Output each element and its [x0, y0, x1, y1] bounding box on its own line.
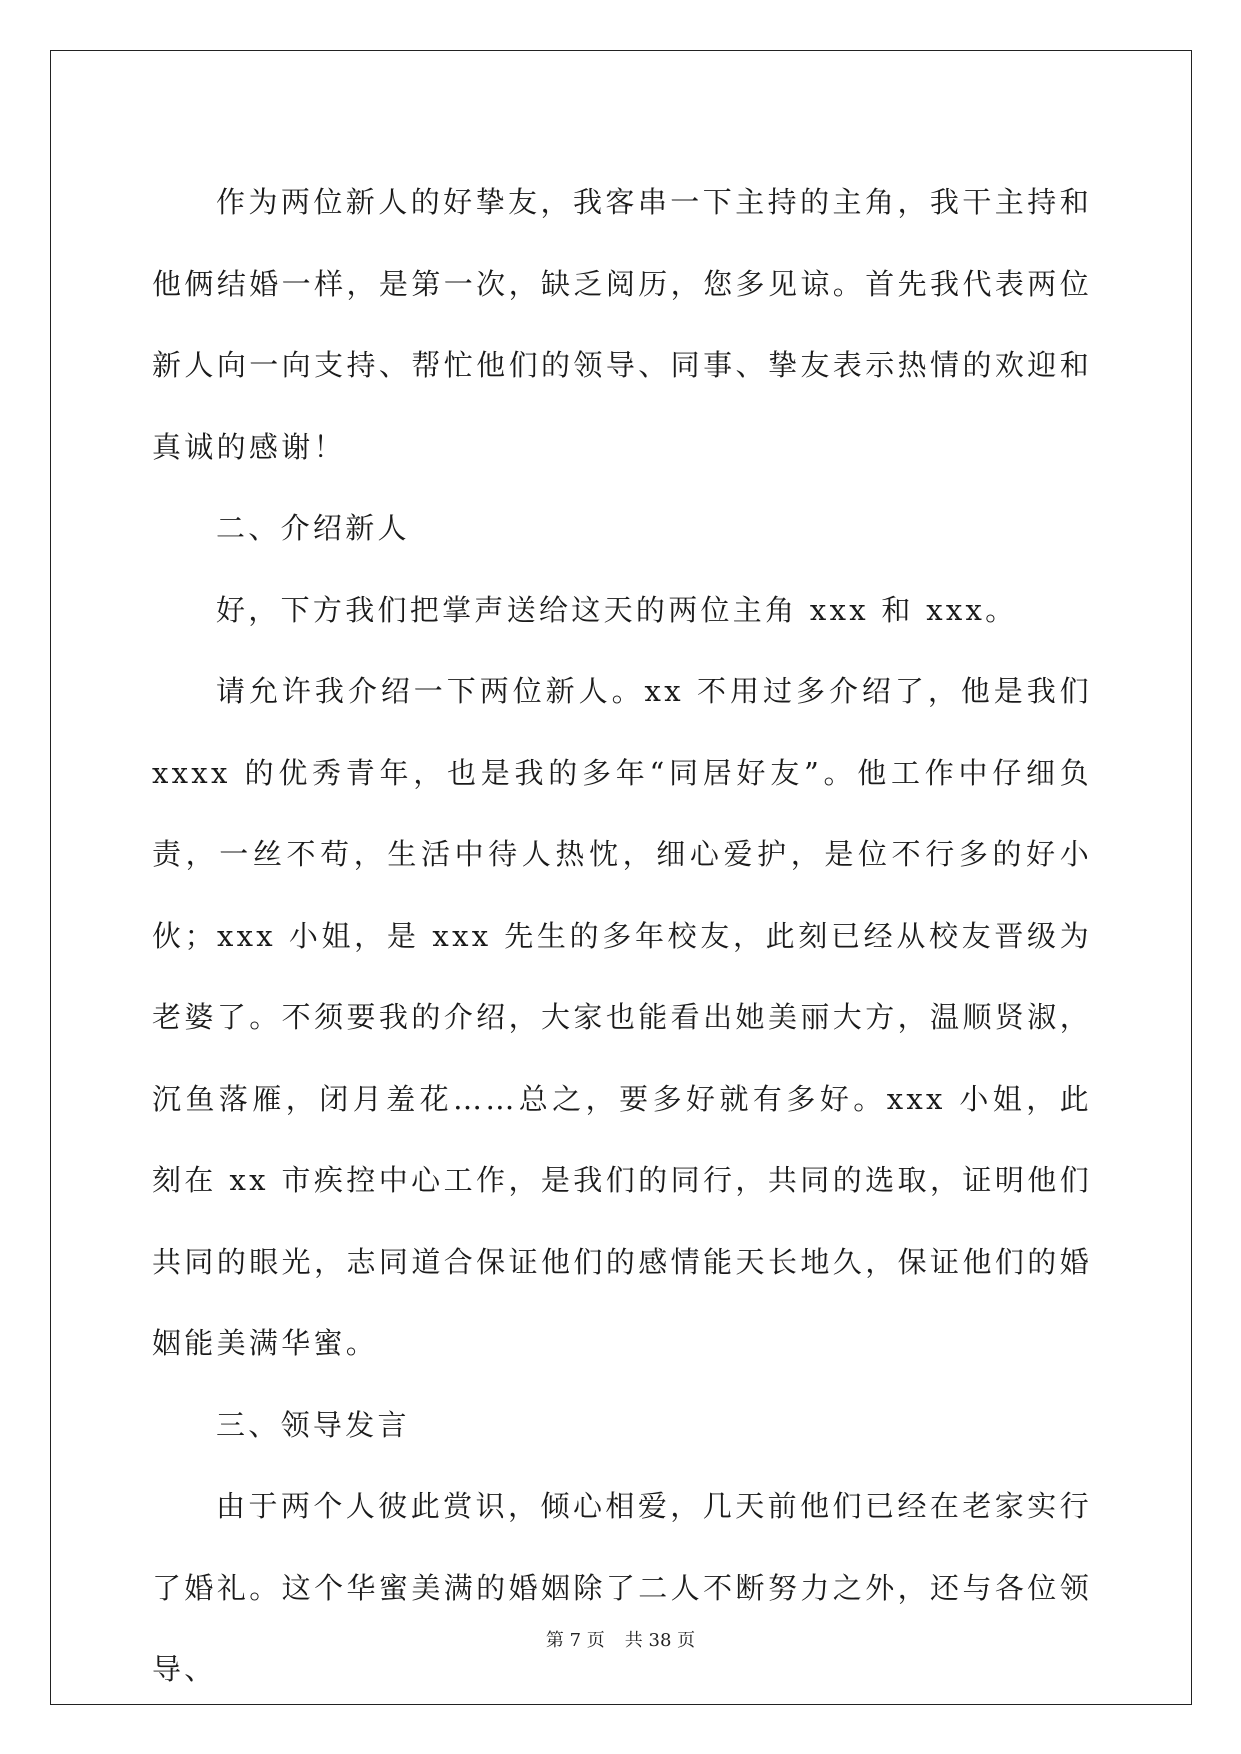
section-heading-leader-speech: 三、领导发言: [216, 1407, 410, 1442]
section-heading-introduce-couple: 二、介绍新人: [216, 511, 410, 545]
paragraph-host-intro: 作为两位新人的好挚友，我客串一下主持的主角，我干主持和他俩结婚一样，是第一次，缺乏阅历，您多见谅。首先我代表两位新人向一向支持、帮忙他们的领导、同事、挚友表示热情的欢迎和真诚的感谢！: [152, 185, 1092, 464]
page-footer: [0, 1626, 1241, 1652]
paragraph-couple-introduction: 请允许我介绍一下两位新人。xx 不用过多介绍了，他是我们 xxxx 的优秀青年，也是我的多年“同居好友”。他工作中仔细负责，一丝不苟，生活中待人热忱，细心爱护，是位不行多的好小伙；xxx 小姐，是 xxx 先生的多年校友，此刻已经从校友晋级为老婆了。不须要我的介绍，大家也能看出她美丽大方，温顺贤淑，沉鱼落雁，闭月羞花……总之，要多好就有多好。xxx 小姐，此刻在 xx 市疾控中心工作，是我们的同行，共同的选取，证明他们共同的眼光，志同道合保证他们的感情能天长地久，保证他们的婚姻能美满华蜜。: [152, 674, 1092, 1360]
paragraph-applause: 好，下方我们把掌声送给这天的两位主角 xxx 和 xxx。: [216, 592, 1018, 627]
document-body: [152, 162, 1092, 1711]
page-total: 共 38 页: [624, 1630, 696, 1651]
page-number: 第 7 页: [545, 1630, 605, 1651]
paragraph-wedding-note: 由于两个人彼此赏识，倾心相爱，几天前他们已经在老家实行了婚礼。这个华蜜美满的婚姻除了二人不断努力之外，还与各位领导、: [152, 1489, 1092, 1686]
